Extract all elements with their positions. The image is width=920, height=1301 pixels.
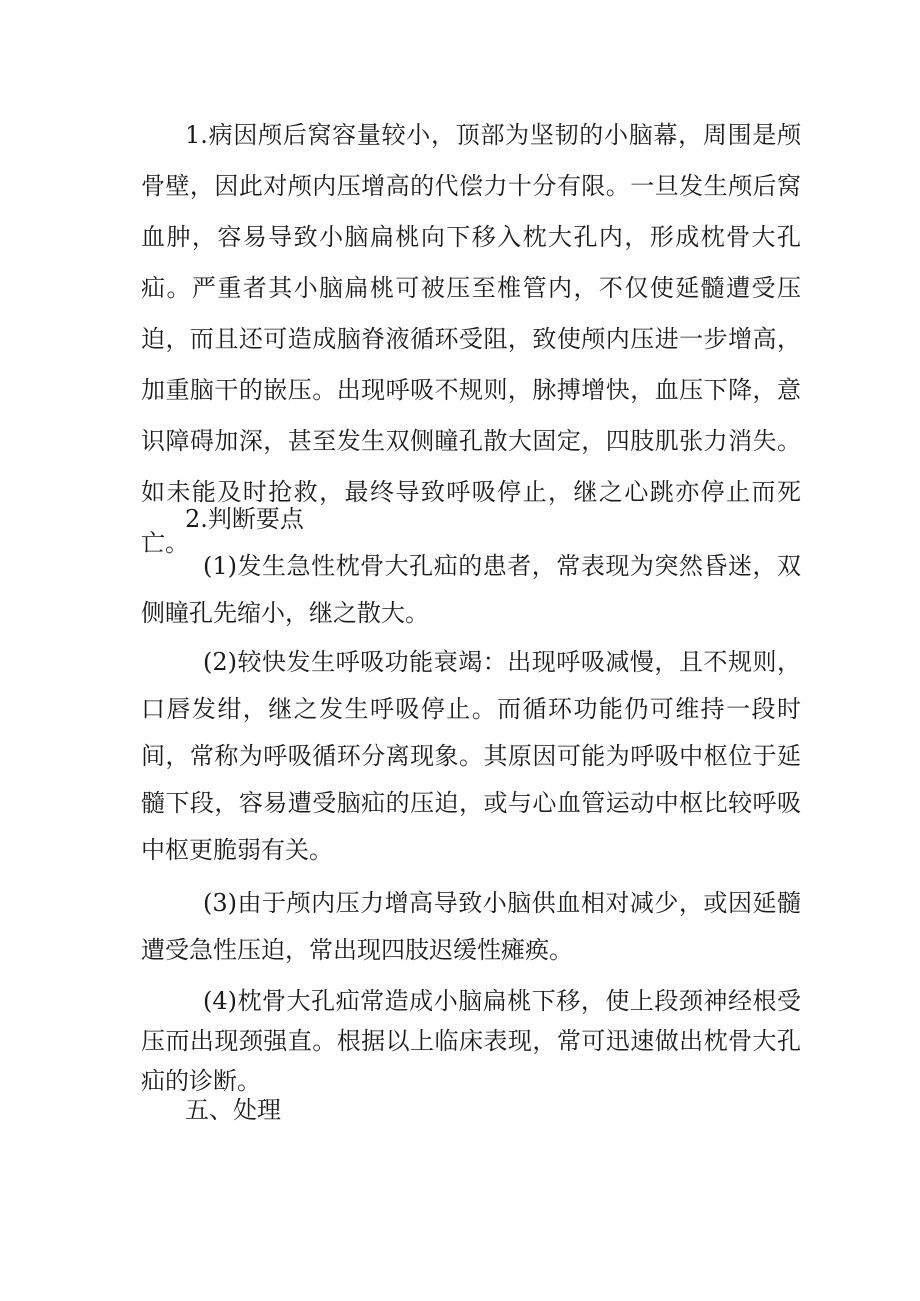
- paragraph-point-1: (1)发生急性枕骨大孔疝的患者，常表现为突然昏迷，双侧瞳孔先缩小，继之散大。: [141, 552, 801, 627]
- paragraph-point-4: (4)枕骨大孔疝常造成小脑扁桃下移，使上段颈神经根受压而出现颈强直。根据以上临床表现，常可迅速做出枕骨大孔疝的诊断。: [141, 987, 801, 1095]
- paragraph-judgement-heading: 2.判断要点: [185, 505, 304, 533]
- paragraph-cause: 1.病因颅后窝容量较小，顶部为坚韧的小脑幕，周围是颅骨壁，因此对颅内压增高的代偿力十分有限。一旦发生颅后窝血肿，容易导致小脑扁桃向下移入枕大孔内，形成枕骨大孔疝。严重者其小脑扁桃可被压至椎管内，不仅使延髓遭受压迫，而且还可造成脑脊液循环受阻，致使颅内压进一步增高，加重脑干的嵌压。出现呼吸不规则，脉搏增快，血压下降，意识障碍加深，甚至发生双侧瞳孔散大固定，四肢肌张力消失。如未能及时抢救，最终导致呼吸停止，继之心跳亦停止而死亡。: [141, 121, 801, 557]
- section-heading-treatment: 五、处理: [185, 1096, 281, 1124]
- paragraph-point-3: (3)由于颅内压力增高导致小脑供血相对减少，或因延髓遭受急性压迫，常出现四肢迟缓性瘫痪。: [141, 889, 801, 964]
- paragraph-point-2: (2)较快发生呼吸功能衰竭：出现呼吸减慢，且不规则，口唇发绀，继之发生呼吸停止。而循环功能仍可维持一段时间，常称为呼吸循环分离现象。其原因可能为呼吸中枢位于延髓下段，容易遭受脑疝的压迫，或与心血管运动中枢比较呼吸中枢更脆弱有关。: [141, 648, 801, 864]
